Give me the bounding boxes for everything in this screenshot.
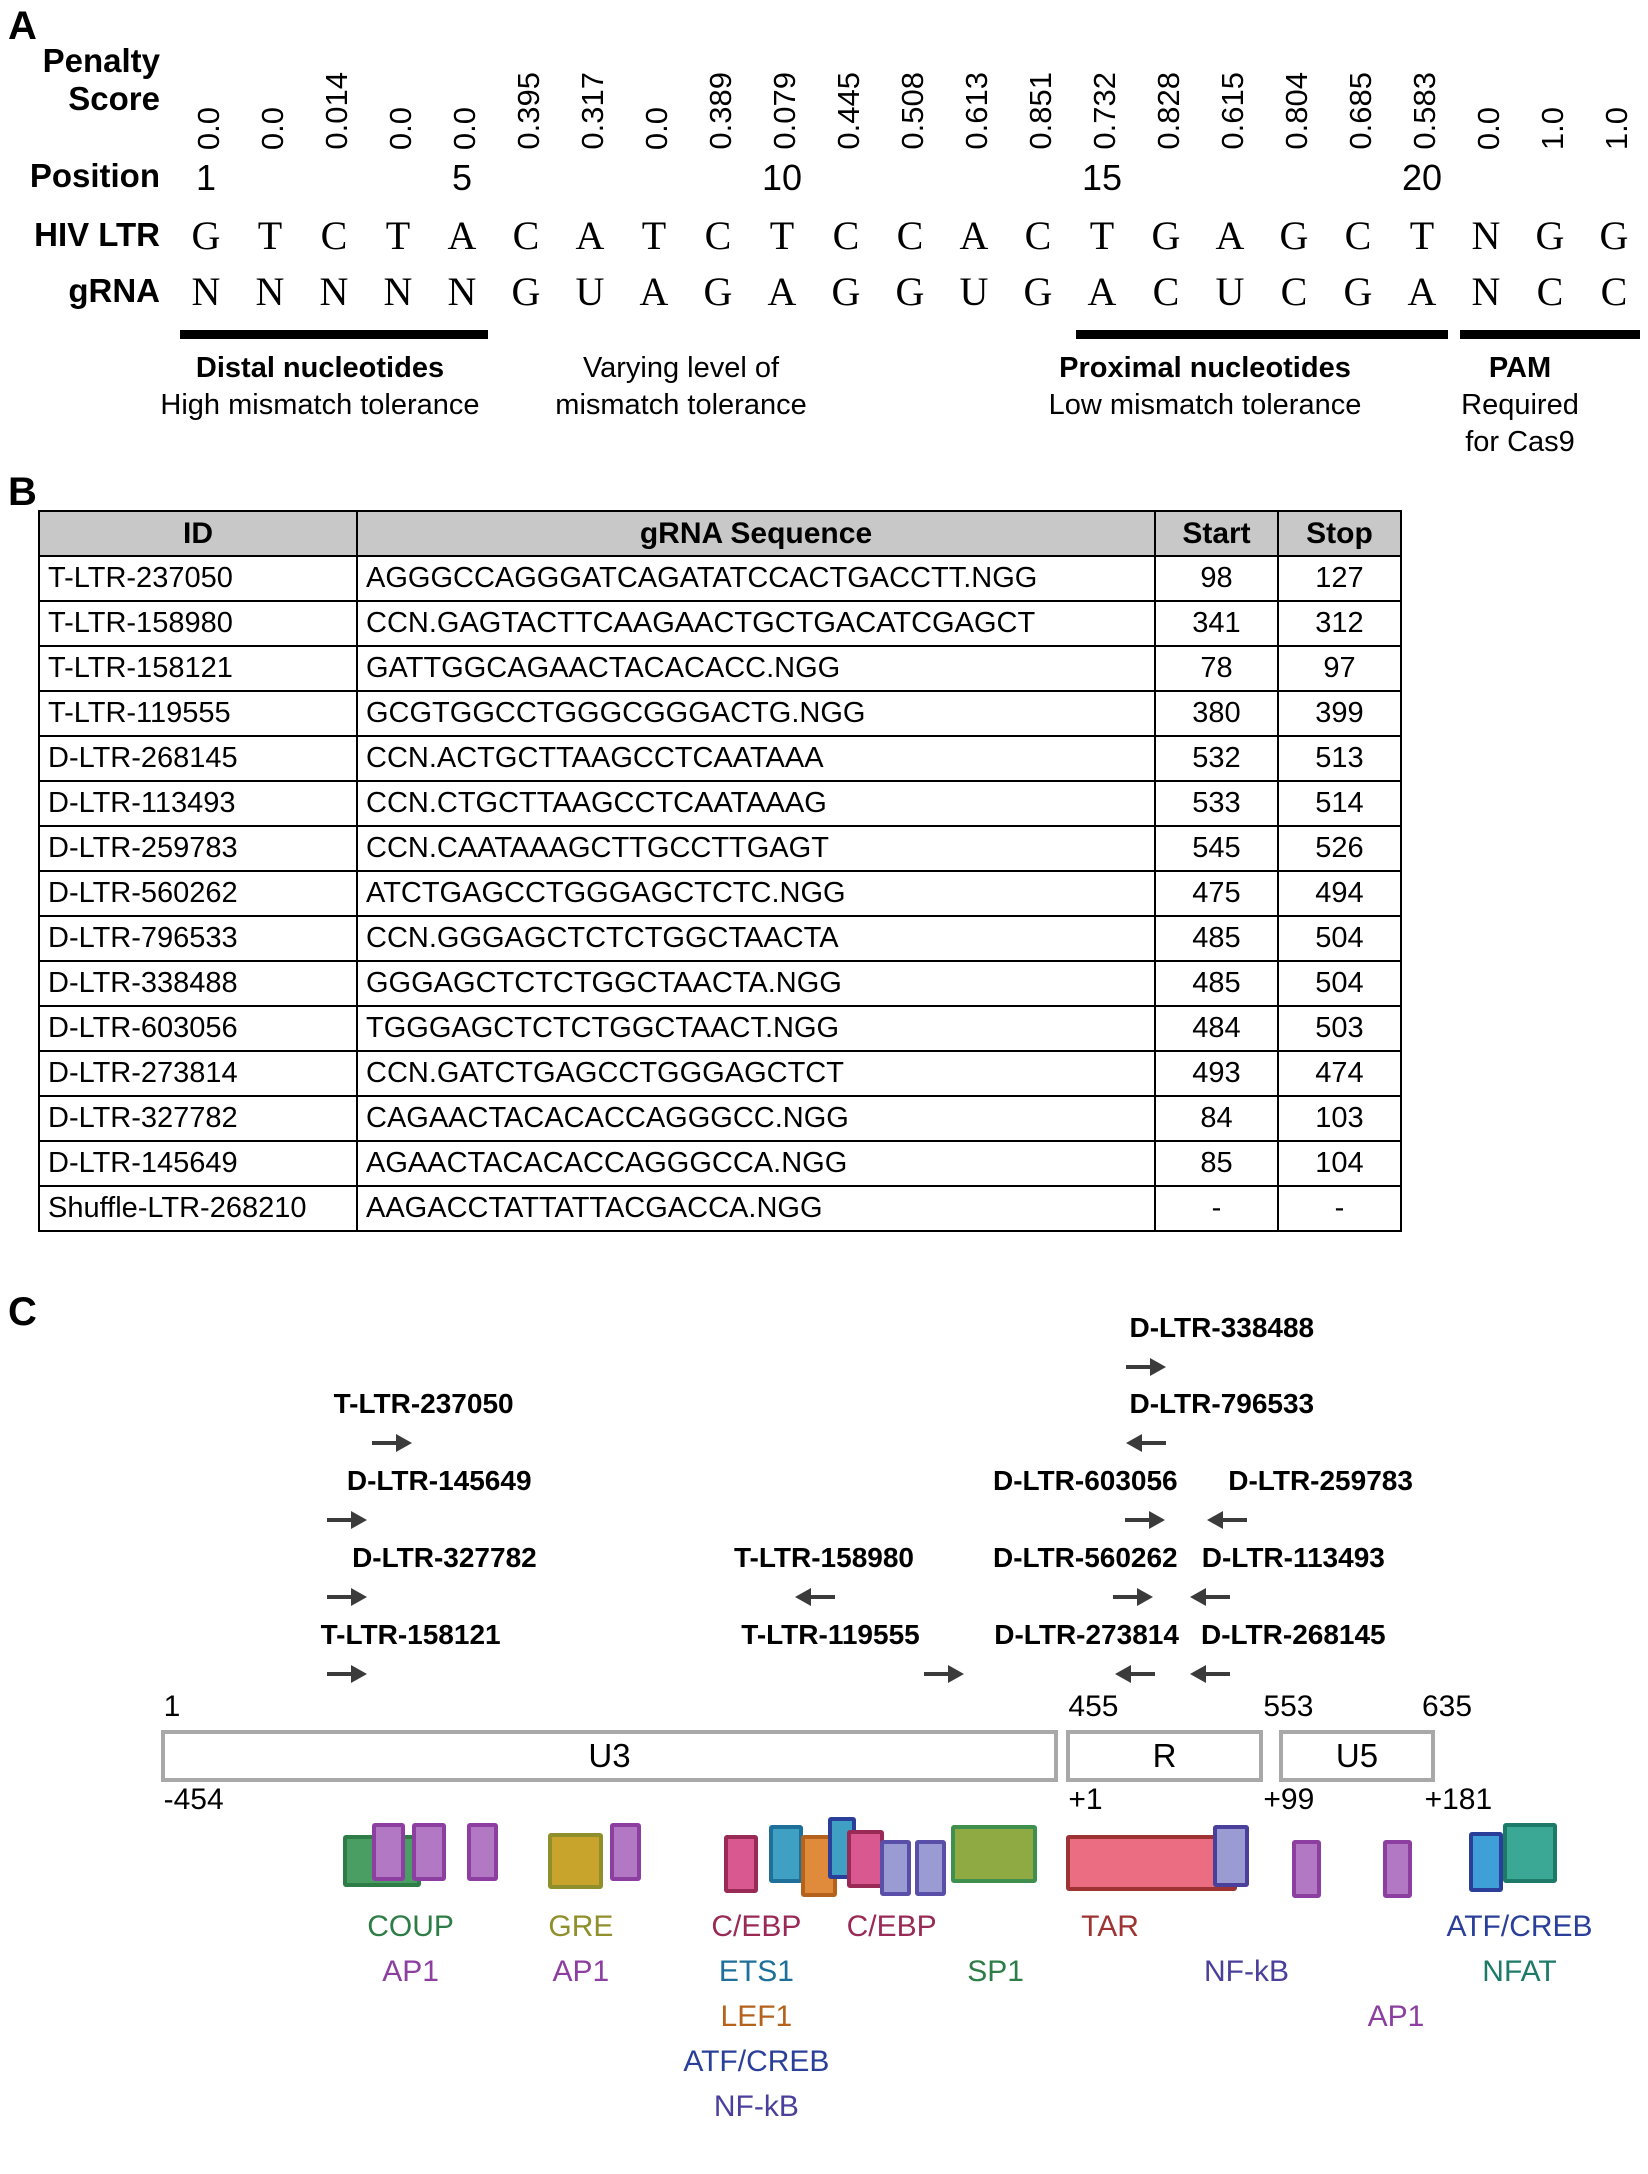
arrow-right-icon <box>922 1661 966 1687</box>
hiv-ltr-base: C <box>320 213 348 258</box>
cell-id: D-LTR-603056 <box>39 1006 357 1051</box>
coordinate-label: +181 <box>1424 1783 1493 1816</box>
tf-label: AP1 <box>552 1955 610 1988</box>
cell-sequence: AAGACCTATTATTACGACCA.NGG <box>357 1186 1155 1231</box>
cell-id: T-LTR-237050 <box>39 556 357 601</box>
arrow-left-icon <box>1188 1584 1232 1610</box>
ltr-region-u5: U5 <box>1279 1730 1435 1782</box>
table-row <box>39 961 1401 1006</box>
position-number: 1 <box>195 157 217 198</box>
cell-id: D-LTR-259783 <box>39 826 357 871</box>
grna-marker-label: T-LTR-237050 <box>333 1388 514 1419</box>
panel-b <box>0 470 1648 1290</box>
cell-stop: 97 <box>1278 646 1401 691</box>
hiv-ltr-base: T <box>641 213 667 258</box>
annotation-title: Distal nucleotides <box>195 352 445 384</box>
panel-a-letter: A <box>8 4 37 48</box>
grna-base: N <box>383 269 413 314</box>
hiv-ltr-base: G <box>1599 213 1629 258</box>
penalty-score-value: 0.0 <box>255 106 290 150</box>
grna-marker-label: D-LTR-560262 <box>992 1542 1178 1573</box>
cell-sequence: CCN.ACTGCTTAAGCCTCAATAAA <box>357 736 1155 781</box>
arrow-right-icon <box>325 1584 369 1610</box>
tf-binding-box <box>372 1823 406 1881</box>
cell-start: 475 <box>1155 871 1278 916</box>
panel-c-letter: C <box>8 1290 37 1334</box>
coordinate-label: +99 <box>1263 1783 1315 1816</box>
annotation-title: PAM <box>1488 352 1552 384</box>
cell-stop: 104 <box>1278 1141 1401 1186</box>
annotation-subtitle: High mismatch tolerance <box>160 389 480 422</box>
cell-start: 98 <box>1155 556 1278 601</box>
grna-base: A <box>767 269 797 314</box>
tf-label: GRE <box>548 1910 614 1943</box>
cell-start: 78 <box>1155 646 1278 691</box>
cell-start: 484 <box>1155 1006 1278 1051</box>
tf-binding-box <box>880 1840 911 1896</box>
penalty-score-value: 0.613 <box>959 72 994 150</box>
tf-binding-box <box>412 1823 446 1881</box>
grna-marker-label: D-LTR-145649 <box>346 1465 532 1496</box>
tf-binding-box <box>467 1823 498 1881</box>
annotation-pam <box>1420 350 1620 461</box>
tf-binding-box <box>1503 1823 1558 1883</box>
tf-binding-box <box>847 1830 883 1888</box>
position-number: 20 <box>1401 157 1443 198</box>
arrow-left-icon <box>1124 1430 1168 1456</box>
grna-base: G <box>1023 269 1053 314</box>
table-row <box>39 1006 1401 1051</box>
cell-sequence: GGGAGCTCTCTGGCTAACTA.NGG <box>357 961 1155 1006</box>
cell-sequence: CCN.CAATAAAGCTTGCCTTGAGT <box>357 826 1155 871</box>
hiv-ltr-base: A <box>575 213 605 258</box>
hiv-ltr-base: G <box>1535 213 1565 258</box>
cell-start: 485 <box>1155 961 1278 1006</box>
grna-marker-label: D-LTR-268145 <box>1200 1619 1386 1650</box>
cell-sequence: CAGAACTACACACCAGGGCC.NGG <box>357 1096 1155 1141</box>
cell-start: 493 <box>1155 1051 1278 1096</box>
cell-id: D-LTR-113493 <box>39 781 357 826</box>
table-row <box>39 646 1401 691</box>
penalty-score-value: 0.851 <box>1023 72 1058 150</box>
grna-table <box>38 510 1402 1232</box>
penalty-score-value: 0.317 <box>575 72 610 150</box>
hiv-ltr-base: G <box>1279 213 1309 258</box>
grna-base: C <box>1600 269 1628 314</box>
table-row <box>39 691 1401 736</box>
penalty-score-value: 0.014 <box>319 72 354 150</box>
penalty-score-value: 0.828 <box>1151 72 1186 150</box>
penalty-score-value: 0.804 <box>1279 72 1314 150</box>
tf-label: SP1 <box>967 1955 1024 1988</box>
cell-sequence: TGGGAGCTCTCTGGCTAACT.NGG <box>357 1006 1155 1051</box>
tf-binding-box <box>915 1840 946 1896</box>
hiv-ltr-base: G <box>191 213 221 258</box>
grna-base: G <box>1343 269 1373 314</box>
table-row <box>39 826 1401 871</box>
table-row <box>39 916 1401 961</box>
grna-base: N <box>1471 269 1501 314</box>
grna-base: N <box>319 269 349 314</box>
tf-label: C/EBP <box>711 1910 802 1943</box>
grna-marker-label: D-LTR-327782 <box>352 1542 537 1573</box>
hiv-ltr-base: C <box>1024 213 1052 258</box>
tf-label: AP1 <box>382 1955 439 1988</box>
hiv-ltr-base: N <box>1471 213 1501 258</box>
cell-id: D-LTR-796533 <box>39 916 357 961</box>
grna-marker-label: D-LTR-338488 <box>1129 1312 1315 1343</box>
grna-base: C <box>1152 269 1180 314</box>
table-row <box>39 736 1401 781</box>
position-label: Position <box>29 157 160 194</box>
annotation-proximal <box>1010 350 1400 424</box>
hiv-ltr-label: HIV LTR <box>34 216 160 253</box>
grna-marker-label: T-LTR-119555 <box>741 1619 920 1650</box>
tf-binding-box <box>1383 1840 1412 1898</box>
cell-id: T-LTR-158980 <box>39 601 357 646</box>
grna-base: G <box>703 269 733 314</box>
cell-stop: 494 <box>1278 871 1401 916</box>
arrow-right-icon <box>1124 1354 1168 1380</box>
column-header-id: ID <box>39 511 357 556</box>
penalty-score-value: 0.0 <box>447 106 482 150</box>
position-number: 5 <box>451 157 473 198</box>
cell-sequence: ATCTGAGCCTGGGAGCTCTC.NGG <box>357 871 1155 916</box>
grna-base: C <box>1536 269 1564 314</box>
annotation-distal <box>140 350 500 424</box>
column-header-start: Start <box>1155 511 1278 556</box>
arrow-right-icon <box>370 1430 414 1456</box>
penalty-score-value: 0.0 <box>383 106 418 150</box>
penalty-score-value: 0.445 <box>831 72 866 150</box>
arrow-left-icon <box>793 1584 837 1610</box>
ltr-region-u3: U3 <box>161 1730 1058 1782</box>
cell-sequence: CCN.GGGAGCTCTCTGGCTAACTA <box>357 916 1155 961</box>
tf-binding-box <box>548 1833 603 1889</box>
cell-start: 85 <box>1155 1141 1278 1186</box>
cell-start: 533 <box>1155 781 1278 826</box>
table-row <box>39 1141 1401 1186</box>
hiv-ltr-base: C <box>704 213 732 258</box>
coordinate-label: -454 <box>163 1783 224 1816</box>
grna-marker-label: D-LTR-796533 <box>1129 1388 1315 1419</box>
grna-marker-label: D-LTR-603056 <box>992 1465 1178 1496</box>
arrow-right-icon <box>325 1661 369 1687</box>
grna-marker-label: T-LTR-158121 <box>320 1619 501 1650</box>
cell-start: 532 <box>1155 736 1278 781</box>
cell-id: D-LTR-268145 <box>39 736 357 781</box>
penalty-score-value: 0.0 <box>639 106 674 150</box>
cell-id: D-LTR-560262 <box>39 871 357 916</box>
cell-stop: 127 <box>1278 556 1401 601</box>
cell-sequence: CCN.GAGTACTTCAAGAACTGCTGACATCGAGCT <box>357 601 1155 646</box>
tf-label: NF-kB <box>1204 1955 1289 1988</box>
grna-base: G <box>895 269 925 314</box>
arrow-right-icon <box>1111 1584 1155 1610</box>
penalty-score-value: 0.389 <box>703 72 738 150</box>
grna-base: U <box>575 269 605 314</box>
annotation-title: Proximal nucleotides <box>1059 352 1351 384</box>
grna-marker-label: T-LTR-158980 <box>734 1542 914 1573</box>
sequence-column <box>942 0 1006 470</box>
grna-base: A <box>639 269 669 314</box>
tf-binding-box <box>1469 1832 1503 1892</box>
arrow-left-icon <box>1188 1661 1232 1687</box>
arrow-right-icon <box>325 1507 369 1533</box>
cell-stop: 503 <box>1278 1006 1401 1051</box>
cell-start: 341 <box>1155 601 1278 646</box>
grna-base: N <box>447 269 477 314</box>
hiv-ltr-base: T <box>1409 213 1435 258</box>
tf-label: ATF/CREB <box>1446 1910 1593 1943</box>
tf-label: NF-kB <box>713 2090 799 2123</box>
grna-base: N <box>191 269 221 314</box>
table-row <box>39 1096 1401 1141</box>
hiv-ltr-base: C <box>832 213 860 258</box>
cell-sequence: CCN.CTGCTTAAGCCTCAATAAAG <box>357 781 1155 826</box>
cell-stop: 312 <box>1278 601 1401 646</box>
cell-stop: 504 <box>1278 961 1401 1006</box>
cell-id: D-LTR-145649 <box>39 1141 357 1186</box>
penalty-score-value: 0.0 <box>1471 106 1506 150</box>
cell-id: D-LTR-327782 <box>39 1096 357 1141</box>
hiv-ltr-base: T <box>769 213 795 258</box>
table-row <box>39 601 1401 646</box>
panel-a <box>0 0 1648 470</box>
pam-underbar <box>1460 330 1640 339</box>
hiv-ltr-base: T <box>257 213 283 258</box>
cell-sequence: GCGTGGCCTGGGCGGGACTG.NGG <box>357 691 1155 736</box>
cell-sequence: AGAACTACACACCAGGGCCA.NGG <box>357 1141 1155 1186</box>
coordinate-label: 1 <box>163 1690 181 1723</box>
hiv-ltr-base: C <box>512 213 540 258</box>
cell-stop: 474 <box>1278 1051 1401 1096</box>
grna-base: N <box>255 269 285 314</box>
coordinate-label: 455 <box>1068 1690 1119 1723</box>
penalty-score-value: 0.508 <box>895 72 930 150</box>
penalty-score-value: 0.0 <box>191 106 226 150</box>
table-row <box>39 781 1401 826</box>
annotation-title: Varying level of <box>582 352 780 384</box>
table-row <box>39 871 1401 916</box>
grna-base: C <box>1280 269 1308 314</box>
tf-label: TAR <box>1081 1910 1139 1943</box>
annotation-subtitle: Low mismatch tolerance <box>1048 389 1362 422</box>
grna-base: G <box>511 269 541 314</box>
hiv-ltr-base: C <box>896 213 924 258</box>
coordinate-label: 635 <box>1422 1690 1473 1723</box>
grna-base: U <box>959 269 989 314</box>
grna-base: A <box>1407 269 1437 314</box>
hiv-ltr-base: A <box>959 213 989 258</box>
hiv-ltr-base: A <box>1215 213 1245 258</box>
column-header-stop: Stop <box>1278 511 1401 556</box>
cell-stop: 513 <box>1278 736 1401 781</box>
penalty-score-value: 1.0 <box>1535 106 1570 150</box>
tf-label: ETS1 <box>718 1955 794 1988</box>
column-header-sequence: gRNA Sequence <box>357 511 1155 556</box>
cell-id: T-LTR-158121 <box>39 646 357 691</box>
arrow-left-icon <box>1205 1507 1249 1533</box>
annotation-varying <box>516 350 846 424</box>
cell-id: Shuffle-LTR-268210 <box>39 1186 357 1231</box>
cell-sequence: CCN.GATCTGAGCCTGGGAGCTCT <box>357 1051 1155 1096</box>
coordinate-label: +1 <box>1068 1783 1103 1816</box>
penalty-score-value: 0.615 <box>1215 72 1250 150</box>
grna-marker-label: D-LTR-259783 <box>1228 1465 1413 1496</box>
penalty-label: Penalty <box>42 42 160 79</box>
penalty-score-value: 0.732 <box>1087 72 1122 150</box>
cell-id: T-LTR-119555 <box>39 691 357 736</box>
hiv-ltr-base: G <box>1151 213 1181 258</box>
penalty-score-value: 0.685 <box>1343 72 1378 150</box>
cell-start: - <box>1155 1186 1278 1231</box>
position-number: 10 <box>761 157 803 198</box>
tf-label: AP1 <box>1367 2000 1425 2033</box>
cell-sequence: GATTGGCAGAACTACACACC.NGG <box>357 646 1155 691</box>
penalty-score-value: 1.0 <box>1599 106 1634 150</box>
hiv-ltr-base: C <box>1344 213 1372 258</box>
table-row <box>39 1186 1401 1231</box>
cell-stop: 526 <box>1278 826 1401 871</box>
coordinate-label: 553 <box>1263 1690 1314 1723</box>
penalty-score-value: 0.583 <box>1407 72 1442 150</box>
hiv-ltr-base: T <box>1089 213 1115 258</box>
cell-stop: 399 <box>1278 691 1401 736</box>
grna-label: gRNA <box>68 272 160 309</box>
tf-binding-box <box>769 1825 803 1883</box>
tf-label: NFAT <box>1482 1955 1557 1988</box>
cell-id: D-LTR-338488 <box>39 961 357 1006</box>
grna-marker-label: D-LTR-273814 <box>994 1619 1179 1650</box>
tf-label: ATF/CREB <box>683 2045 830 2078</box>
cell-start: 380 <box>1155 691 1278 736</box>
annotation-subtitle: Required for Cas9 <box>1461 389 1579 459</box>
tf-label: COUP <box>367 1910 454 1943</box>
panel-b-letter: B <box>8 470 37 514</box>
cell-start: 84 <box>1155 1096 1278 1141</box>
cell-start: 545 <box>1155 826 1278 871</box>
ltr-region-r: R <box>1066 1730 1264 1782</box>
grna-marker-label: D-LTR-113493 <box>1201 1542 1385 1573</box>
cell-sequence: AGGGCCAGGGATCAGATATCCACTGACCTT.NGG <box>357 556 1155 601</box>
penalty-score-value: 0.395 <box>511 72 546 150</box>
score-label: Score <box>68 80 160 117</box>
hiv-ltr-base: A <box>447 213 477 258</box>
hiv-ltr-base: T <box>385 213 411 258</box>
cell-stop: 514 <box>1278 781 1401 826</box>
grna-base: U <box>1215 269 1245 314</box>
tf-label: C/EBP <box>846 1910 937 1943</box>
sequence-column <box>878 0 942 470</box>
cell-stop: 504 <box>1278 916 1401 961</box>
distal-underbar <box>180 330 488 339</box>
tf-binding-box <box>1213 1825 1249 1887</box>
table-header-row <box>39 511 1401 556</box>
position-number: 15 <box>1081 157 1123 198</box>
tf-binding-box <box>724 1835 758 1893</box>
annotation-subtitle: mismatch tolerance <box>555 389 807 422</box>
table-row <box>39 1051 1401 1096</box>
cell-stop: 103 <box>1278 1096 1401 1141</box>
arrow-left-icon <box>1113 1661 1157 1687</box>
tf-binding-box <box>1292 1840 1321 1898</box>
proximal-underbar <box>1076 330 1448 339</box>
tf-binding-box <box>610 1823 641 1881</box>
cell-start: 485 <box>1155 916 1278 961</box>
penalty-score-value: 0.079 <box>767 72 802 150</box>
tf-label: LEF1 <box>720 2000 793 2033</box>
tf-binding-box <box>1066 1835 1238 1891</box>
table-row <box>39 556 1401 601</box>
tf-binding-box <box>951 1825 1037 1883</box>
cell-id: D-LTR-273814 <box>39 1051 357 1096</box>
panel-c <box>0 1290 1648 2174</box>
grna-base: G <box>831 269 861 314</box>
arrow-right-icon <box>1123 1507 1167 1533</box>
cell-stop: - <box>1278 1186 1401 1231</box>
grna-base: A <box>1087 269 1117 314</box>
